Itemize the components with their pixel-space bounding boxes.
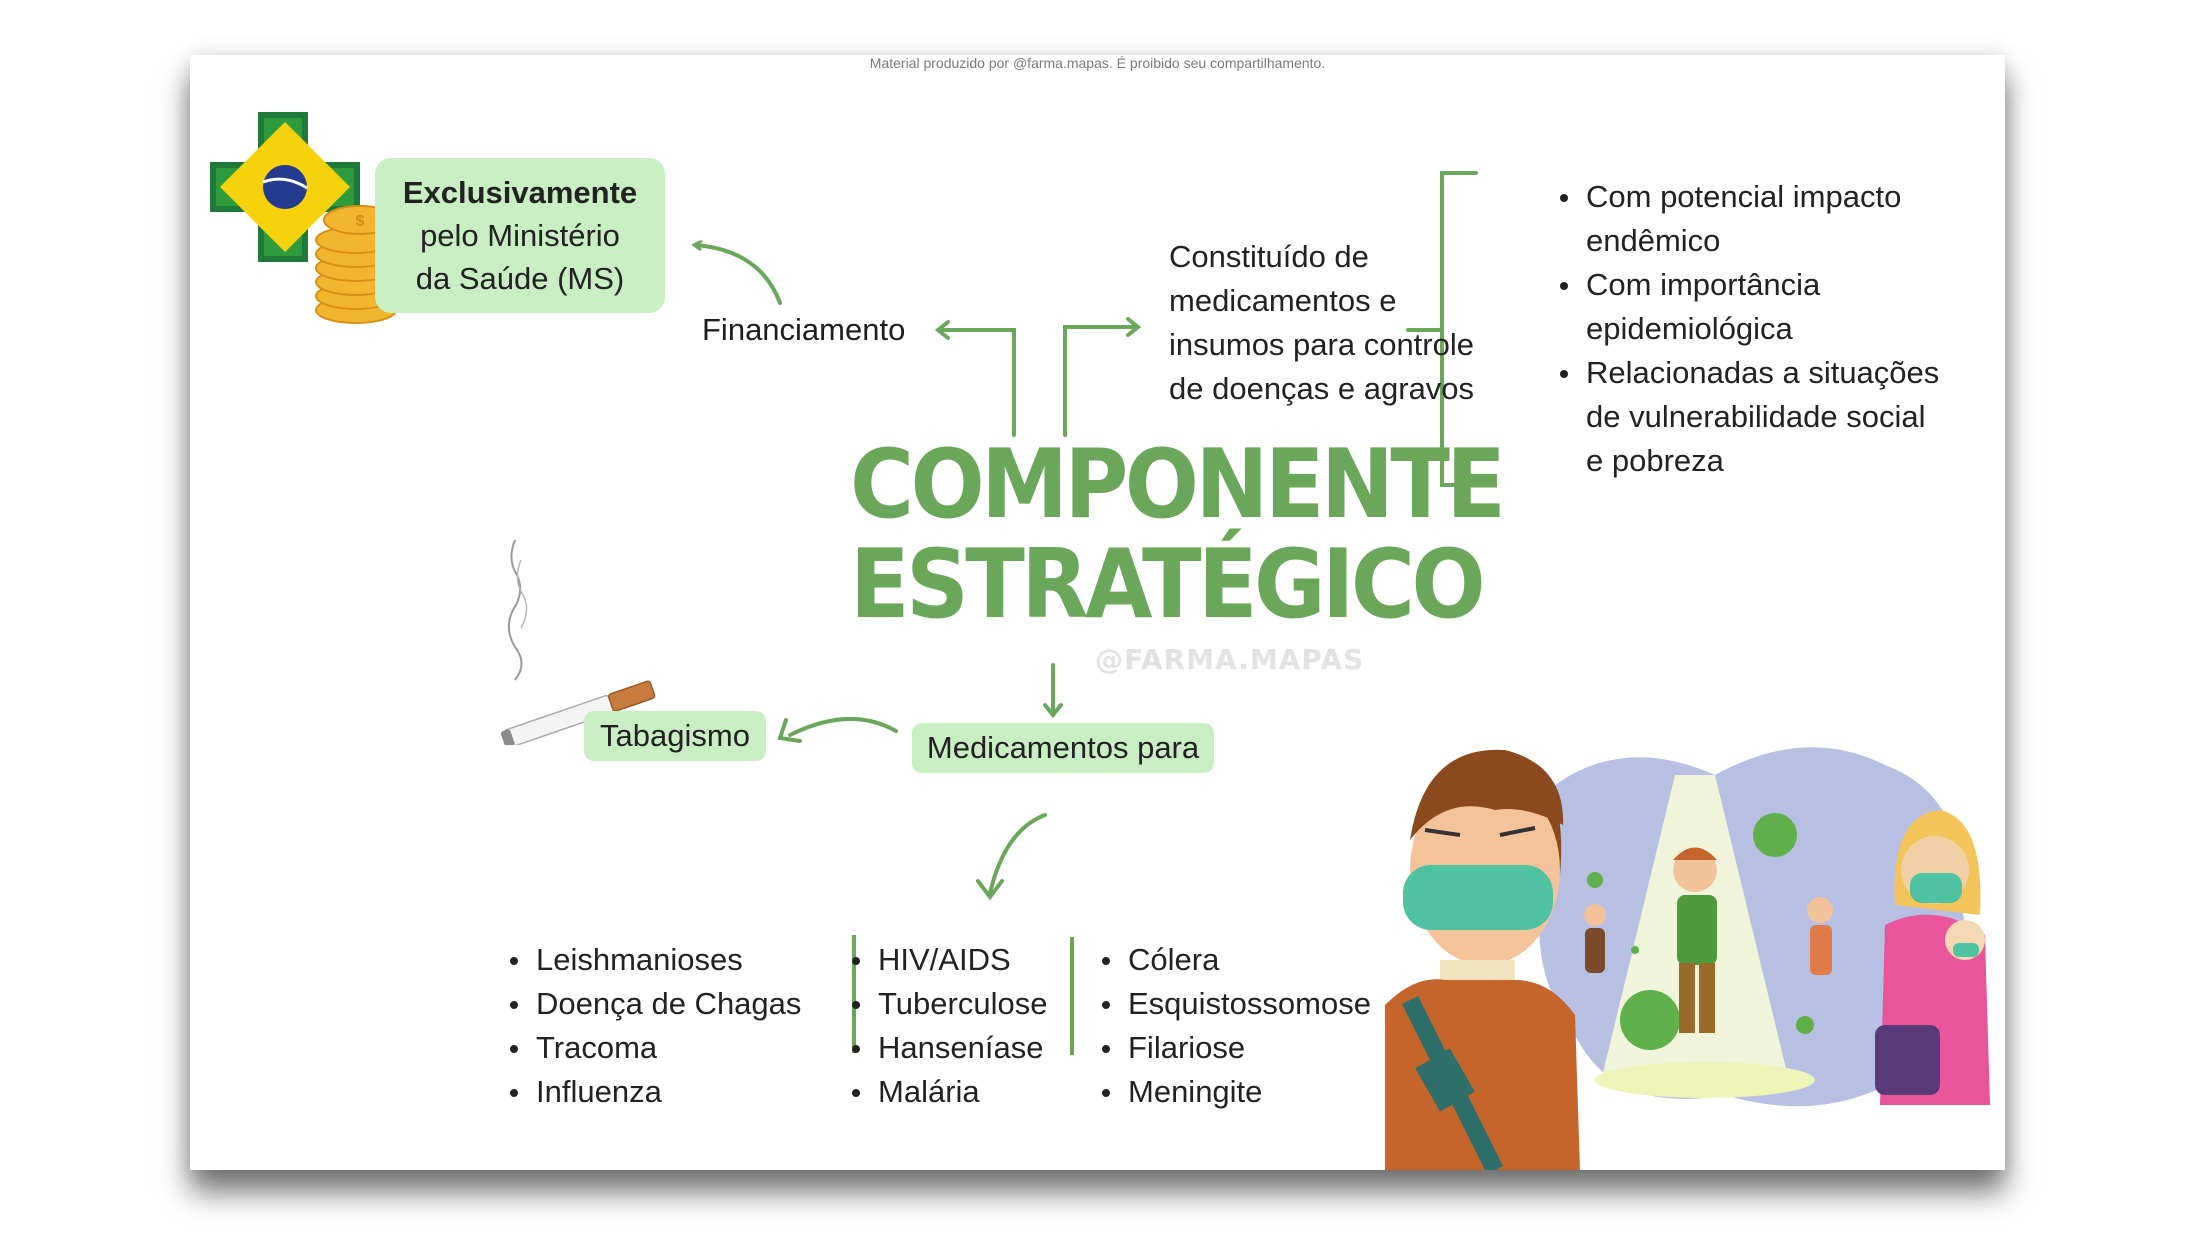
medicamentos-para-pill: Medicamentos para <box>912 723 1214 773</box>
disease-item: HIV/AIDS <box>852 938 1047 982</box>
criteria-item-line: endêmico <box>1586 223 1721 258</box>
constituido-line2: medicamentos e <box>1169 283 1397 318</box>
arrow-to-tabagismo <box>790 719 896 735</box>
finbox-line2: pelo Ministério <box>420 218 620 253</box>
diseases-list-col2 <box>852 938 1047 1114</box>
page-title <box>850 430 1503 640</box>
disease-item: Hanseníase <box>852 1026 1047 1070</box>
disease-item: Doença de Chagas <box>510 982 801 1026</box>
finbox-bold-text: Exclusivamente <box>402 175 638 210</box>
criteria-item-line: Relacionadas a situações <box>1586 355 1940 390</box>
watermark-text: @FARMA.MAPAS <box>1095 643 1365 676</box>
disease-item: Filariose <box>1102 1026 1371 1070</box>
disease-item: Esquistossomose <box>1102 982 1371 1026</box>
mind-map-card <box>190 55 2005 1170</box>
constituido-line1: Constituído de <box>1169 239 1369 274</box>
constituido-line3: insumos para controle <box>1169 327 1474 362</box>
diseases-list-col3 <box>1102 938 1371 1114</box>
credit-text: Material produzido por @farma.mapas. É proibido seu compartilhamento. <box>869 55 1326 71</box>
criteria-item <box>1560 351 1939 483</box>
masked-people-illustration <box>1385 725 2005 1170</box>
diseases-list-col1 <box>510 938 801 1114</box>
criteria-item <box>1560 263 1939 351</box>
constituido-line4: de doenças e agravos <box>1169 371 1475 406</box>
criteria-item-line: Com potencial impacto <box>1586 179 1902 214</box>
constituido-text <box>1169 235 1474 411</box>
title-line2: ESTRATÉGICO <box>850 530 1482 640</box>
disease-item: Influenza <box>510 1070 801 1114</box>
arrow-to-diseases <box>990 815 1045 893</box>
diseases-separator-2 <box>1070 937 1074 1055</box>
criteria-list <box>1560 175 1939 483</box>
title-line1: COMPONENTE <box>850 430 1503 540</box>
criteria-item <box>1560 175 1939 263</box>
disease-item: Malária <box>852 1070 1047 1114</box>
arrow-to-financiamento <box>940 330 1014 435</box>
financiamento-label: Financiamento <box>702 312 906 347</box>
disease-item: Tuberculose <box>852 982 1047 1026</box>
disease-item: Tracoma <box>510 1026 801 1070</box>
criteria-item-line: Com importância <box>1586 267 1821 302</box>
finbox-line3: da Saúde (MS) <box>415 261 625 296</box>
disease-item: Leishmanioses <box>510 938 801 982</box>
disease-item: Meningite <box>1102 1070 1371 1114</box>
criteria-item-line: epidemiológica <box>1586 311 1793 346</box>
criteria-item-line: de vulnerabilidade social <box>1586 399 1926 434</box>
arrow-to-ms-box <box>695 245 780 303</box>
criteria-item-line: e pobreza <box>1586 443 1724 478</box>
tabagismo-pill: Tabagismo <box>584 711 766 761</box>
disease-item: Cólera <box>1102 938 1371 982</box>
svg-text:$: $ <box>355 213 365 230</box>
arrow-to-constituido <box>1065 327 1136 435</box>
